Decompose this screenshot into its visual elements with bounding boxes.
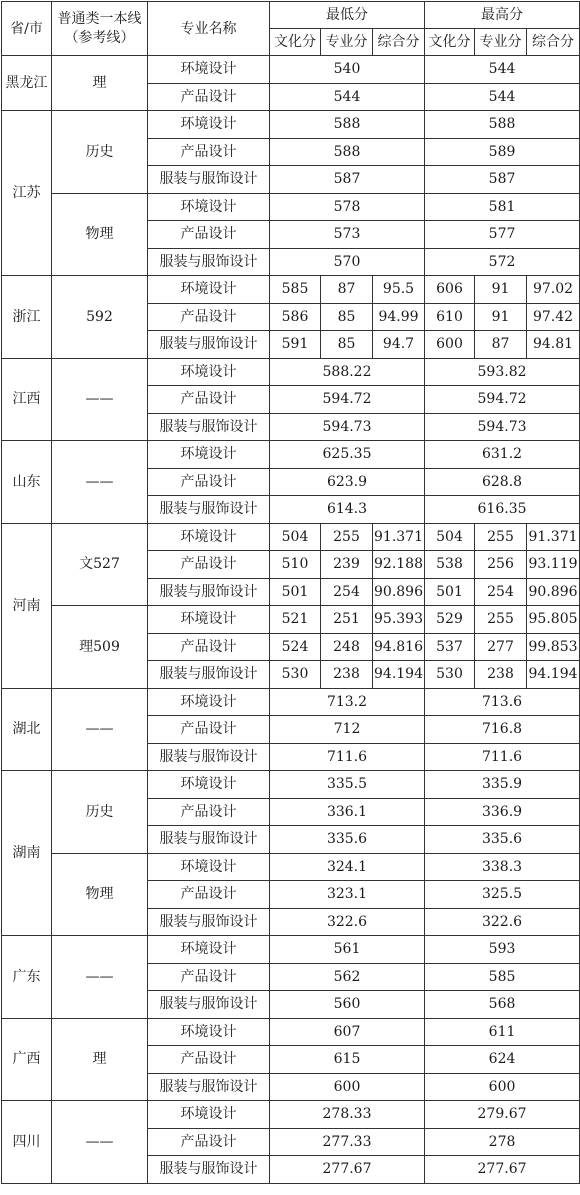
min-major-cell: 239	[321, 551, 373, 579]
max-score-cell: 624	[425, 1046, 580, 1074]
table-row	[2, 523, 580, 551]
major-name-cell: 环境设计	[148, 193, 270, 221]
max-major-cell: 238	[475, 661, 527, 689]
min-total-cell: 94.194	[373, 661, 425, 689]
max-score-cell: 581	[425, 193, 580, 221]
major-name-cell: 环境设计	[148, 441, 270, 469]
province-cell: 湖南	[2, 771, 52, 936]
major-name-cell: 环境设计	[148, 276, 270, 304]
major-name-cell: 服装与服饰设计	[148, 743, 270, 771]
max-total-cell: 94.194	[527, 661, 580, 689]
max-major-cell: 256	[475, 551, 527, 579]
major-name-cell: 环境设计	[148, 523, 270, 551]
min-total-cell: 90.896	[373, 578, 425, 606]
max-score-cell: 335.6	[425, 826, 580, 854]
header-max-culture: 文化分	[425, 29, 475, 56]
table-row	[2, 1018, 580, 1046]
max-major-cell: 91	[475, 303, 527, 331]
min-score-cell: 335.6	[270, 826, 425, 854]
reference-line-cell: 理	[52, 56, 148, 111]
major-name-cell: 环境设计	[148, 111, 270, 139]
major-name-cell: 产品设计	[148, 221, 270, 249]
max-score-cell: 587	[425, 166, 580, 194]
max-score-cell: 600	[425, 1073, 580, 1101]
major-name-cell: 环境设计	[148, 688, 270, 716]
major-name-cell: 产品设计	[148, 138, 270, 166]
major-name-cell: 服装与服饰设计	[148, 166, 270, 194]
header-min-total: 综合分	[373, 29, 425, 56]
max-total-cell: 93.119	[527, 551, 580, 579]
max-major-cell: 255	[475, 606, 527, 634]
min-culture-cell: 591	[270, 331, 321, 359]
major-name-cell: 服装与服饰设计	[148, 248, 270, 276]
max-culture-cell: 538	[425, 551, 475, 579]
min-score-cell: 588	[270, 111, 425, 139]
major-name-cell: 环境设计	[148, 771, 270, 799]
major-name-cell: 环境设计	[148, 936, 270, 964]
major-name-cell: 服装与服饰设计	[148, 413, 270, 441]
min-score-cell: 607	[270, 1018, 425, 1046]
max-major-cell: 255	[475, 523, 527, 551]
header-min-major: 专业分	[321, 29, 373, 56]
max-score-cell: 544	[425, 83, 580, 111]
major-name-cell: 服装与服饰设计	[148, 496, 270, 524]
max-score-cell: 322.6	[425, 908, 580, 936]
max-score-cell: 277.67	[425, 1156, 580, 1184]
min-major-cell: 85	[321, 331, 373, 359]
province-cell: 黑龙江	[2, 56, 52, 111]
max-culture-cell: 610	[425, 303, 475, 331]
header-major: 专业名称	[148, 2, 270, 56]
max-score-cell: 611	[425, 1018, 580, 1046]
header-min-score: 最低分	[270, 2, 425, 29]
max-major-cell: 277	[475, 633, 527, 661]
min-major-cell: 251	[321, 606, 373, 634]
min-score-cell: 561	[270, 936, 425, 964]
min-score-cell: 278.33	[270, 1101, 425, 1129]
major-name-cell: 产品设计	[148, 303, 270, 331]
reference-line-cell: ——	[52, 441, 148, 524]
min-score-cell: 623.9	[270, 468, 425, 496]
header-row-top	[2, 2, 580, 29]
reference-line-cell: 物理	[52, 193, 148, 276]
header-min-culture: 文化分	[270, 29, 321, 56]
min-score-cell: 324.1	[270, 853, 425, 881]
major-name-cell: 产品设计	[148, 1046, 270, 1074]
min-score-cell: 322.6	[270, 908, 425, 936]
table-row	[2, 193, 580, 221]
header-reference-line: 普通类一本线 （参考线）	[52, 2, 148, 56]
reference-line-cell: ——	[52, 358, 148, 441]
min-score-cell: 588	[270, 138, 425, 166]
max-score-cell: 585	[425, 963, 580, 991]
min-total-cell: 92.188	[373, 551, 425, 579]
max-score-cell: 544	[425, 56, 580, 84]
max-culture-cell: 529	[425, 606, 475, 634]
admission-score-table	[1, 1, 580, 1184]
reference-line-cell: ——	[52, 936, 148, 1019]
major-name-cell: 环境设计	[148, 1018, 270, 1046]
province-cell: 江苏	[2, 111, 52, 276]
major-name-cell: 服装与服饰设计	[148, 1156, 270, 1184]
max-score-cell: 577	[425, 221, 580, 249]
province-cell: 湖北	[2, 688, 52, 771]
max-score-cell: 616.35	[425, 496, 580, 524]
major-name-cell: 产品设计	[148, 83, 270, 111]
reference-line-cell: 理	[52, 1018, 148, 1101]
major-name-cell: 产品设计	[148, 386, 270, 414]
header-province: 省/市	[2, 2, 52, 56]
min-total-cell: 95.393	[373, 606, 425, 634]
table-row	[2, 606, 580, 634]
max-score-cell: 711.6	[425, 743, 580, 771]
max-score-cell: 278	[425, 1128, 580, 1156]
min-score-cell: 594.73	[270, 413, 425, 441]
min-culture-cell: 501	[270, 578, 321, 606]
province-cell: 广东	[2, 936, 52, 1019]
reference-line-cell: 文527	[52, 523, 148, 606]
min-culture-cell: 585	[270, 276, 321, 304]
min-score-cell: 594.72	[270, 386, 425, 414]
min-total-cell: 91.371	[373, 523, 425, 551]
min-major-cell: 254	[321, 578, 373, 606]
max-total-cell: 97.02	[527, 276, 580, 304]
max-score-cell: 279.67	[425, 1101, 580, 1129]
min-score-cell: 570	[270, 248, 425, 276]
max-culture-cell: 504	[425, 523, 475, 551]
max-culture-cell: 600	[425, 331, 475, 359]
min-score-cell: 615	[270, 1046, 425, 1074]
major-name-cell: 环境设计	[148, 606, 270, 634]
max-score-cell: 588	[425, 111, 580, 139]
table-body	[2, 56, 580, 1184]
min-major-cell: 238	[321, 661, 373, 689]
min-score-cell: 540	[270, 56, 425, 84]
max-total-cell: 99.853	[527, 633, 580, 661]
max-score-cell: 325.5	[425, 881, 580, 909]
max-major-cell: 254	[475, 578, 527, 606]
max-score-cell: 594.72	[425, 386, 580, 414]
min-score-cell: 587	[270, 166, 425, 194]
min-score-cell: 600	[270, 1073, 425, 1101]
table-row	[2, 111, 580, 139]
max-score-cell: 716.8	[425, 716, 580, 744]
min-score-cell: 625.35	[270, 441, 425, 469]
max-culture-cell: 606	[425, 276, 475, 304]
major-name-cell: 环境设计	[148, 1101, 270, 1129]
major-name-cell: 环境设计	[148, 853, 270, 881]
major-name-cell: 产品设计	[148, 468, 270, 496]
max-score-cell: 628.8	[425, 468, 580, 496]
min-total-cell: 94.99	[373, 303, 425, 331]
major-name-cell: 服装与服饰设计	[148, 661, 270, 689]
min-score-cell: 712	[270, 716, 425, 744]
table-row	[2, 56, 580, 84]
province-cell: 山东	[2, 441, 52, 524]
min-major-cell: 87	[321, 276, 373, 304]
major-name-cell: 产品设计	[148, 551, 270, 579]
table-row	[2, 358, 580, 386]
min-culture-cell: 510	[270, 551, 321, 579]
table-row	[2, 936, 580, 964]
min-total-cell: 94.816	[373, 633, 425, 661]
max-culture-cell: 530	[425, 661, 475, 689]
min-culture-cell: 524	[270, 633, 321, 661]
table-row	[2, 688, 580, 716]
major-name-cell: 产品设计	[148, 716, 270, 744]
min-score-cell: 588.22	[270, 358, 425, 386]
table-row	[2, 853, 580, 881]
min-score-cell: 560	[270, 991, 425, 1019]
min-score-cell: 277.67	[270, 1156, 425, 1184]
min-culture-cell: 504	[270, 523, 321, 551]
min-score-cell: 713.2	[270, 688, 425, 716]
max-score-cell: 336.9	[425, 798, 580, 826]
max-major-cell: 87	[475, 331, 527, 359]
reference-line-cell: 历史	[52, 771, 148, 854]
table-row	[2, 276, 580, 304]
max-score-cell: 338.3	[425, 853, 580, 881]
min-score-cell: 323.1	[270, 881, 425, 909]
min-major-cell: 85	[321, 303, 373, 331]
min-score-cell: 544	[270, 83, 425, 111]
min-score-cell: 336.1	[270, 798, 425, 826]
max-total-cell: 91.371	[527, 523, 580, 551]
max-score-cell: 572	[425, 248, 580, 276]
max-total-cell: 95.805	[527, 606, 580, 634]
max-score-cell: 713.6	[425, 688, 580, 716]
reference-line-cell: 592	[52, 276, 148, 359]
major-name-cell: 服装与服饰设计	[148, 908, 270, 936]
reference-line-cell: 历史	[52, 111, 148, 194]
reference-line-cell: ——	[52, 1101, 148, 1184]
min-score-cell: 614.3	[270, 496, 425, 524]
max-score-cell: 593.82	[425, 358, 580, 386]
header-max-score: 最高分	[425, 2, 580, 29]
province-cell: 河南	[2, 523, 52, 688]
min-score-cell: 335.5	[270, 771, 425, 799]
max-score-cell: 594.73	[425, 413, 580, 441]
province-cell: 浙江	[2, 276, 52, 359]
major-name-cell: 服装与服饰设计	[148, 331, 270, 359]
province-cell: 四川	[2, 1101, 52, 1184]
min-total-cell: 95.5	[373, 276, 425, 304]
max-total-cell: 90.896	[527, 578, 580, 606]
major-name-cell: 产品设计	[148, 798, 270, 826]
major-name-cell: 服装与服饰设计	[148, 1073, 270, 1101]
max-score-cell: 593	[425, 936, 580, 964]
max-major-cell: 91	[475, 276, 527, 304]
min-culture-cell: 530	[270, 661, 321, 689]
min-score-cell: 711.6	[270, 743, 425, 771]
max-total-cell: 94.81	[527, 331, 580, 359]
table-row	[2, 1101, 580, 1129]
major-name-cell: 产品设计	[148, 963, 270, 991]
province-cell: 广西	[2, 1018, 52, 1101]
major-name-cell: 产品设计	[148, 633, 270, 661]
major-name-cell: 服装与服饰设计	[148, 578, 270, 606]
min-total-cell: 94.7	[373, 331, 425, 359]
major-name-cell: 服装与服饰设计	[148, 826, 270, 854]
header-max-major: 专业分	[475, 29, 527, 56]
table-row	[2, 441, 580, 469]
major-name-cell: 产品设计	[148, 881, 270, 909]
min-major-cell: 255	[321, 523, 373, 551]
min-score-cell: 277.33	[270, 1128, 425, 1156]
min-major-cell: 248	[321, 633, 373, 661]
min-culture-cell: 586	[270, 303, 321, 331]
table-header	[2, 2, 580, 56]
min-score-cell: 573	[270, 221, 425, 249]
max-score-cell: 335.9	[425, 771, 580, 799]
major-name-cell: 产品设计	[148, 1128, 270, 1156]
max-score-cell: 568	[425, 991, 580, 1019]
major-name-cell: 环境设计	[148, 56, 270, 84]
reference-line-cell: ——	[52, 688, 148, 771]
major-name-cell: 环境设计	[148, 358, 270, 386]
major-name-cell: 服装与服饰设计	[148, 991, 270, 1019]
min-culture-cell: 521	[270, 606, 321, 634]
table-row	[2, 771, 580, 799]
reference-line-cell: 理509	[52, 606, 148, 689]
max-total-cell: 97.42	[527, 303, 580, 331]
reference-line-cell: 物理	[52, 853, 148, 936]
max-score-cell: 631.2	[425, 441, 580, 469]
min-score-cell: 578	[270, 193, 425, 221]
header-max-total: 综合分	[527, 29, 580, 56]
province-cell: 江西	[2, 358, 52, 441]
max-score-cell: 589	[425, 138, 580, 166]
max-culture-cell: 501	[425, 578, 475, 606]
min-score-cell: 562	[270, 963, 425, 991]
max-culture-cell: 537	[425, 633, 475, 661]
